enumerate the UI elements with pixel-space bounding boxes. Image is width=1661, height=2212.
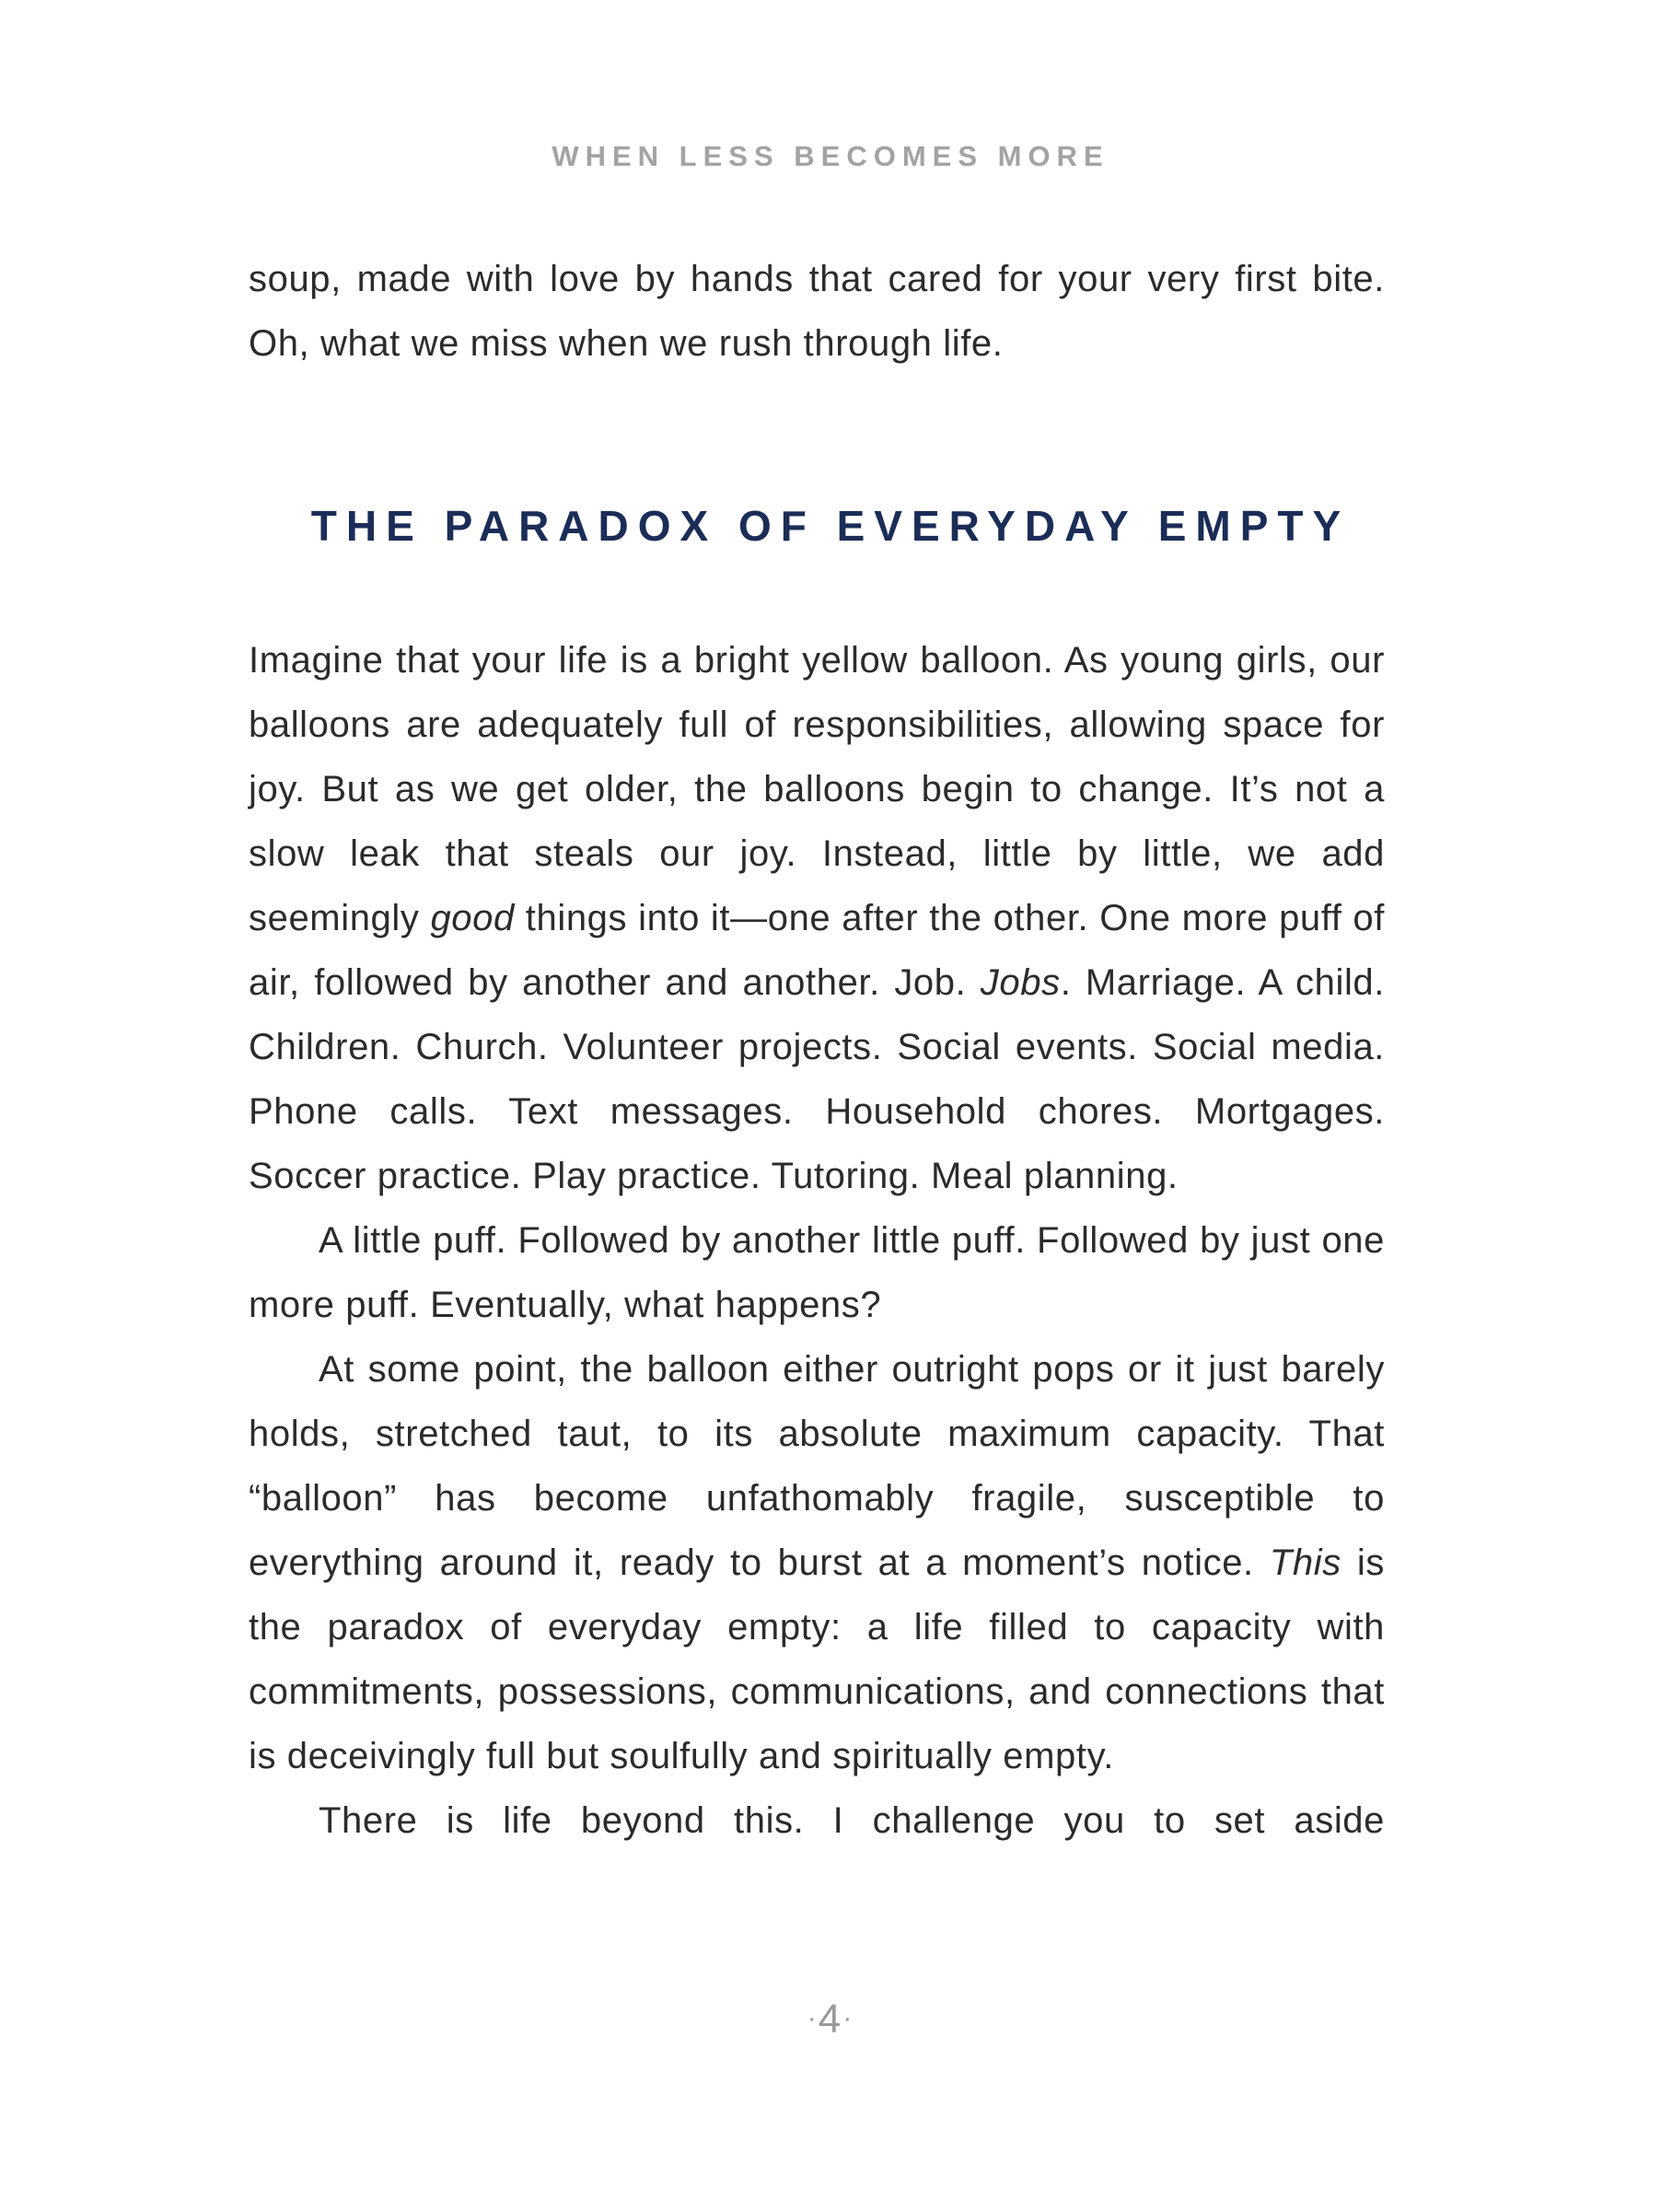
paragraph-4: There is life beyond this. I challenge you to set aside (319, 1800, 1385, 1841)
paragraph-2: A little puff. Followed by another little puff. Followed by just one more puff. Eventually, what happens? (249, 1220, 1385, 1325)
paragraph-1-part-c: . Marriage. A child. Children. Church. Volunteer projects. Social events. Social media. Phone calls. Text messages. Household chores. Mortgages. Soccer practice. Play practice. Tutoring. Meal planning. (249, 962, 1385, 1196)
folio-dot-left: · (807, 2003, 819, 2034)
paragraph-1 (249, 628, 1385, 1208)
opening-text-block (249, 247, 1385, 376)
paragraph-3 (249, 1337, 1385, 1788)
opening-paragraph: soup, made with love by hands that cared for your very first bite. Oh, what we miss when we rush through life. (249, 259, 1385, 364)
page-number: 4 (818, 1997, 843, 2042)
paragraph-3-part-a: At some point, the balloon either outright pops or it just barely holds, stretched taut, to its absolute maximum capacity. That “balloon” has become unfathomably fragile, susceptible to everything around it, ready to burst at a moment’s notice. (249, 1349, 1385, 1583)
section-heading: THE PARADOX OF EVERYDAY EMPTY (310, 502, 1351, 550)
paragraph-1-emphasis-b: Jobs (980, 962, 1061, 1003)
paragraph-1-part-a: Imagine that your life is a bright yellow balloon. As young girls, our balloons are adequately full of responsibilities, allowing space for joy. But as we get older, the balloons begin to change. It’s not a slow leak that steals our joy. Instead, little by little, we add seemingly (249, 640, 1385, 938)
paragraph-3-part-b: is the paradox of everyday empty: a life filled to capacity with commitments, possessions, communications, and connections that is deceivingly full but soulfully and spiritually empty. (249, 1543, 1385, 1776)
paragraph-1-part-b: things into it—one after the other. One more puff of air, followed by another and another. Job. (249, 898, 1385, 1003)
body-text-block (249, 628, 1385, 1853)
page-number-folio (0, 1997, 1661, 2043)
paragraph-1-emphasis-a: good (430, 898, 515, 938)
folio-dot-right: · (842, 2003, 854, 2034)
running-head: WHEN LESS BECOMES MORE (552, 140, 1109, 172)
paragraph-3-emphasis: This (1269, 1543, 1342, 1583)
